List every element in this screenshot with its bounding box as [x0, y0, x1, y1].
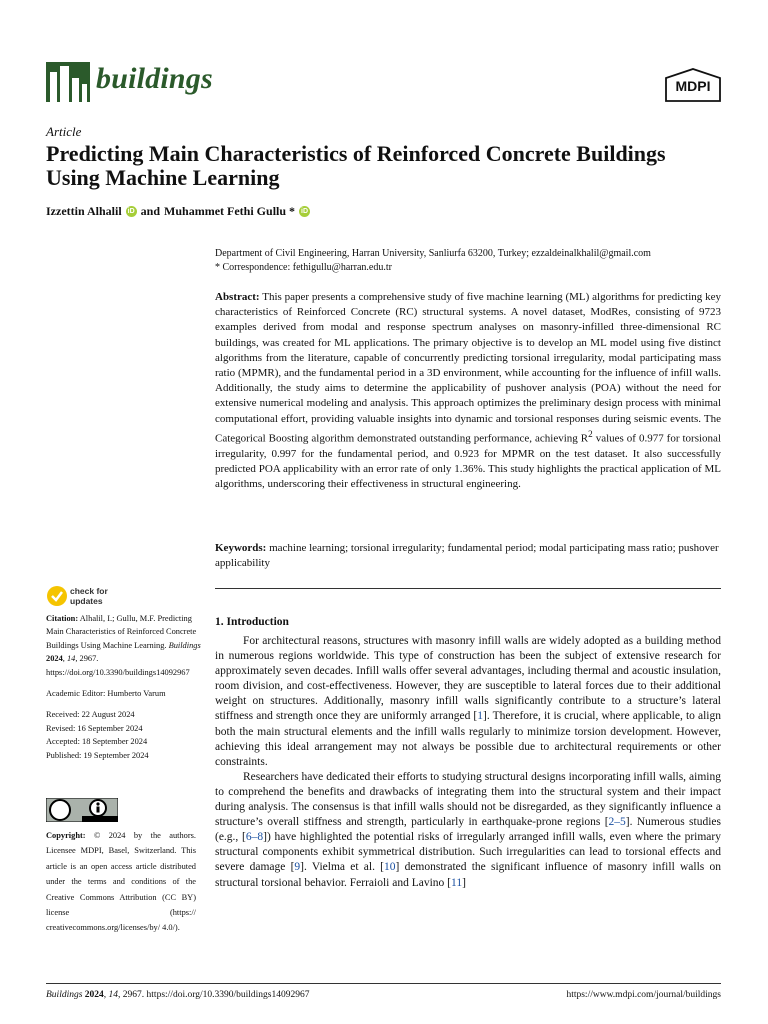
reference-link[interactable]: 1 — [477, 710, 484, 723]
check-line: check for — [70, 586, 108, 596]
divider — [215, 588, 721, 589]
section-body — [215, 634, 721, 891]
reference-link[interactable]: 9 — [294, 861, 301, 874]
affiliation: Department of Civil Engineering, Harran University, Sanliurfa 63200, Turkey; ezzaldeinalkhalil@gmail.com — [215, 248, 651, 259]
citation-label: Citation: — [46, 614, 79, 623]
footer-volume: 14 — [108, 990, 119, 1000]
author-name[interactable]: Muhammet Fethi Gullu * — [164, 204, 296, 218]
paragraph: For architectural reasons, structures with masonry infill walls are widely adopted as a building method in numerous regions worldwide. This type of construction has been the subject of extensive research for approximately seven decades. Infill walls offer several advantages, including thermal and acoustic insulation, room division, and cost-effectiveness. However, they are susceptible to lateral forces due to their additional weight on structures. Additionally, masonry infill walls significantly contribute to a structure’s lateral stiffness and strength once they are uniformly arranged [1]. Therefore, it is crucial, where applicable, to align both the main structural elements and the infill walls regularly to minimize torsion development. However, achieving this ideal arrangement may not always be possible due to architectural requirements or other constraints. — [215, 635, 721, 768]
abstract-label: Abstract: — [215, 291, 260, 303]
received-date: Received: 22 August 2024 — [46, 710, 135, 720]
article-type: Article — [46, 124, 82, 139]
abstract — [215, 290, 721, 492]
buildings-logo-icon — [46, 62, 90, 102]
superscript: 2 — [588, 428, 593, 439]
footer-divider — [46, 983, 721, 984]
citation-year: 2024 — [46, 654, 63, 664]
accepted-date: Accepted: 18 September 2024 — [46, 737, 148, 747]
footer-year: 2024 — [84, 990, 104, 1000]
academic-editor: Academic Editor: Humberto Varum — [46, 689, 166, 699]
reference-link[interactable]: 11 — [451, 876, 463, 889]
citation-doi[interactable]: , 2967. https://doi.org/10.3390/buildings14092967 — [46, 654, 190, 677]
abstract-text: This paper presents a comprehensive study of five machine learning (ML) algorithms for predicting key characteristics of Reinforced Concrete (RC) structural systems. A novel dataset, ModRes, consisting of 9723 examples derived from modal and response spectrum analyses on masonry-infilled three-dimensional RC buildings, was created for ML applications. The primary objective is to develop an ML model using five distinct algorithms from the literature, capable of concurrently predicting torsional irregularity, modal participating mass ratio (MPMR), and the fundamental period in a 3D environment, while accounting for the influence of infill walls. Additionally, the study aims to determine the applicability of pushover analysis (POA) without the need for extensive numerical modeling and analysis. This approach optimizes the preliminary design process with minimal computational effort, providing valuable insights into dynamic and torsional responses during seismic events. The Categorical Boosting algorithm demonstrated outstanding performance, achieving R — [215, 291, 721, 445]
check-for-updates-label[interactable] — [70, 586, 108, 606]
reference-link[interactable]: 10 — [384, 861, 396, 874]
journal-name: buildings — [96, 62, 213, 95]
sidebar-info — [46, 612, 201, 762]
affiliation-block — [215, 247, 735, 275]
author-join: and — [140, 204, 161, 218]
orcid-icon[interactable]: iD — [127, 208, 135, 215]
keywords-label: Keywords: — [215, 542, 267, 554]
revised-date: Revised: 16 September 2024 — [46, 723, 143, 733]
footer-journal: Buildings — [46, 990, 83, 1000]
copyright-label: Copyright: — [46, 831, 86, 840]
article-title: Predicting Main Characteristics of Reinforced Concrete Buildings Using Machine Learning — [46, 141, 666, 190]
reference-link[interactable]: 2–5 — [608, 816, 626, 829]
cc-by-icon[interactable] — [46, 798, 118, 822]
author-list — [46, 204, 310, 219]
footer-doi[interactable]: , 2967. https://doi.org/10.3390/buildings14092967 — [118, 990, 310, 1000]
author-name[interactable]: Izzettin Alhalil — [46, 204, 122, 218]
keywords-text: machine learning; torsional irregularity; fundamental period; modal participating mass ratio; pushover applicability — [215, 542, 719, 570]
citation-journal: Buildings — [168, 640, 201, 650]
publisher-logo-text: MDPI — [675, 78, 711, 94]
reference-link[interactable]: 6–8 — [245, 831, 264, 844]
section-heading: 1. Introduction — [215, 616, 289, 628]
correspondence: * Correspondence: fethigullu@harran.edu.tr — [215, 262, 392, 273]
published-date: Published: 19 September 2024 — [46, 750, 149, 760]
check-line: updates — [70, 596, 103, 606]
footer-citation: Buildings 2024, 14, 2967. https://doi.org/10.3390/buildings14092967 — [46, 990, 310, 1000]
orcid-icon[interactable]: iD — [301, 208, 309, 215]
footer-url[interactable]: https://www.mdpi.com/journal/buildings — [566, 990, 721, 1000]
keywords — [215, 541, 721, 571]
abstract-text: values of 0.977 for torsional irregularity, 0.997 for the fundamental period, and 0.923 for MPMR on the test dataset. It also successfully predicted POA applicability with an error rate of only 1.36%. This study highlights the practical application of ML algorithms, underscoring their effectiveness in structural engineering. — [215, 432, 721, 491]
citation-text: Alhalil, I.; Gullu, M.F. Predicting Main Characteristics of Reinforced Concrete Buildings Using Machine Learning. — [46, 614, 197, 650]
citation-volume: 14 — [66, 654, 76, 664]
citation: Citation: Alhalil, I.; Gullu, M.F. Predicting Main Characteristics of Reinforced Concrete Buildings Using Machine Learning. Buildings 2024, 14, 2967. https://doi.org/10.3390/buildings14092967 — [46, 614, 201, 677]
copyright-text: © 2024 by the authors. Licensee MDPI, Basel, Switzerland. This article is an open access article distributed under the terms and conditions of the Creative Commons Attribution (CC BY) license (https:// creativecommons.org/licenses/by/ 4.0/). — [46, 831, 197, 933]
check-for-updates-icon[interactable] — [46, 585, 68, 607]
copyright-notice — [46, 828, 196, 936]
paragraph: Researchers have dedicated their efforts to studying structural designs incorporating infill walls, aiming to comprehend the benefits and drawbacks of integrating them into the structural system and their impact during analysis. The consensus is that infill walls should not be disregarded, as they significantly influence a structure’s overall stiffness and strength, particularly in earthquake-prone regions [2–5]. Numerous studies (e.g., [6–8]) have highlighted the potential risks of irregularly arranged infill walls, even where the primary structural components exhibit symmetrical distribution. Such irregularities can lead to torsional effects and severe damage [9]. Vielma et al. [10] demonstrated the significant influence of masonry infill walls on structural torsional behavior. Ferraioli and Lavino [11] — [215, 770, 721, 889]
